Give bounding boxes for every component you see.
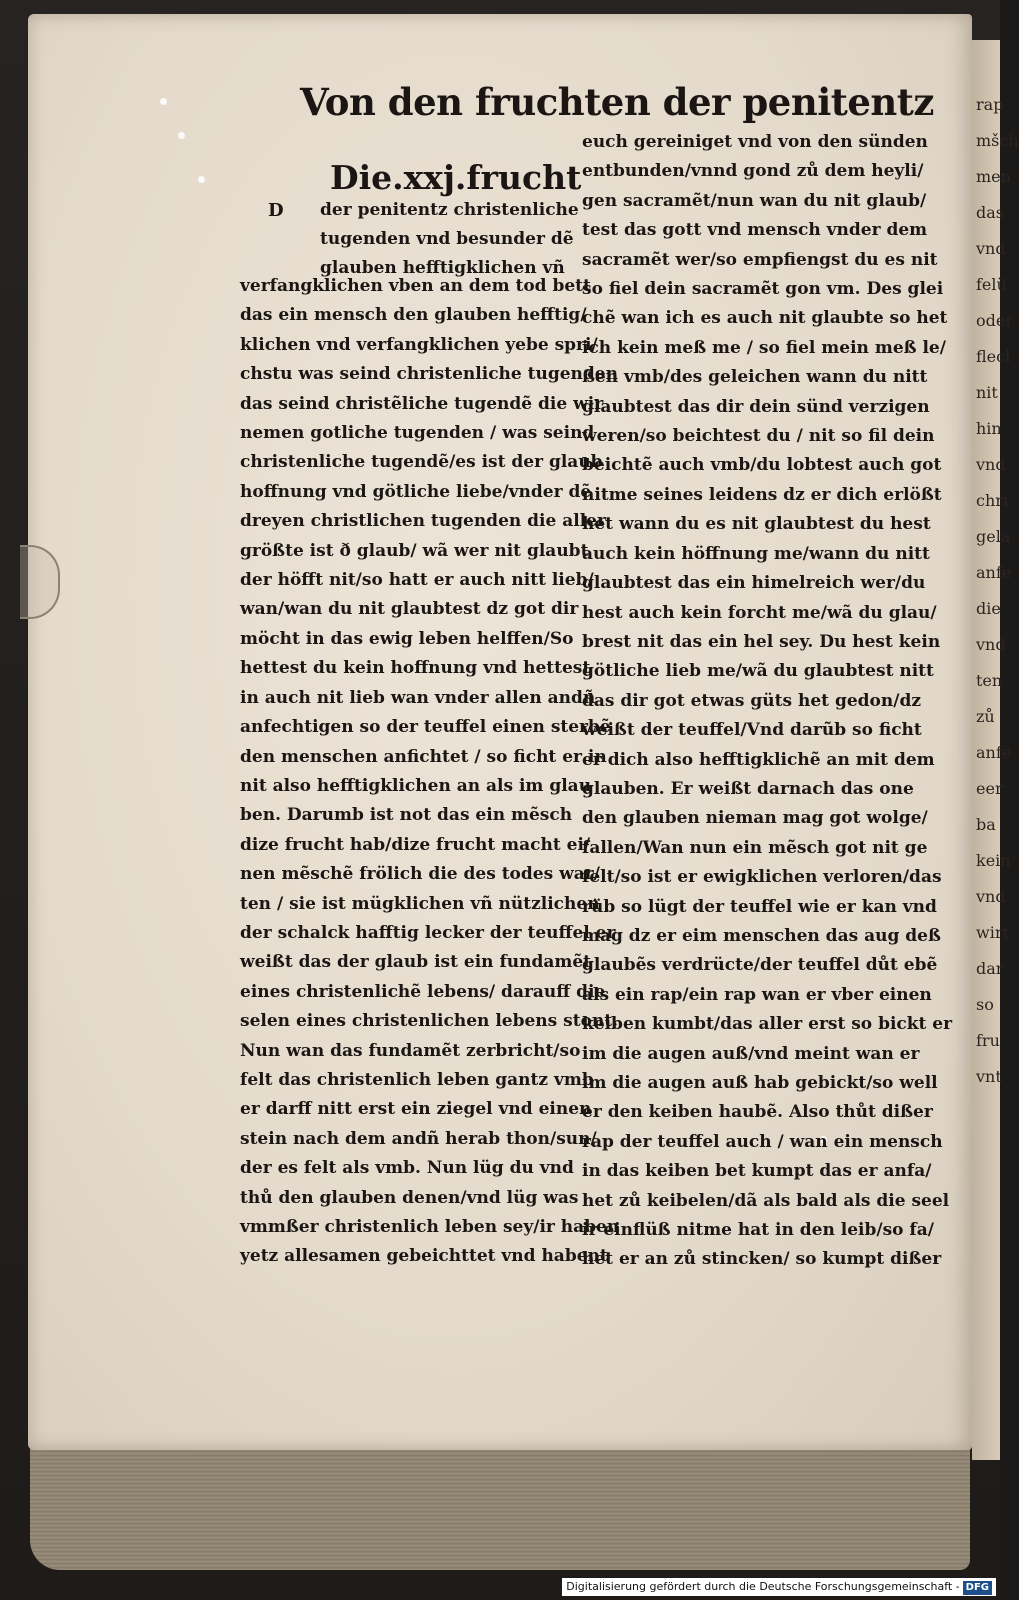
text-line: rap der teuffel auch / wan ein mensch	[582, 1131, 943, 1152]
paper-spot	[178, 132, 185, 139]
text-line: euch gereiniget vnd von den sünden	[582, 132, 928, 152]
adjacent-page-fragment: vnd	[976, 455, 1006, 474]
text-line: felt das christenlich leben gantz vmb	[240, 1069, 594, 1090]
adjacent-page-fragment: mšch	[976, 131, 1019, 150]
adjacent-page-fragment: felü	[976, 275, 1007, 294]
intro-lines	[320, 196, 579, 283]
text-line: als ein rap/ein rap wan er vber einen	[582, 984, 932, 1005]
text-line: glaubtest das ein himelreich wer/du	[582, 573, 926, 594]
adjacent-page-fragment: vnd	[976, 239, 1006, 258]
text-line: nemen gotliche tugenden / was seind	[240, 423, 595, 444]
text-line: brest nit das ein hel sey. Du hest kein	[582, 631, 941, 652]
initial-letter: D	[268, 200, 284, 221]
text-line: gen sacramẽt/nun wan du nit glaub/	[582, 190, 927, 211]
adjacent-page-fragment: wirt	[976, 923, 1009, 942]
adjacent-page-fragment: zů	[976, 707, 995, 726]
text-line: het wann du es nit glaubtest du hest	[582, 514, 931, 535]
text-line: chstu was seind christenliche tugenden	[240, 364, 618, 385]
text-line: dize frucht hab/dize frucht macht ei/	[240, 834, 591, 855]
left-column	[240, 272, 620, 1272]
text-line: ben. Darumb ist not das ein mẽsch	[240, 805, 573, 826]
adjacent-page-fragment: ba	[976, 815, 996, 834]
text-line: glaubẽs verdrücte/der teuffel důt ebẽ	[582, 955, 938, 976]
paper-spot	[160, 98, 167, 105]
text-line: auch kein höffnung me/wann du nitt	[582, 543, 930, 564]
text-line: het er an zů stincken/ so kumpt dißer	[582, 1249, 942, 1270]
text-line: nen mẽschẽ frölich die des todes war/	[240, 864, 600, 885]
text-line: Nun wan das fundamẽt zerbricht/so	[240, 1040, 581, 1061]
chapter-title: Die.xxj.frucht	[330, 158, 582, 197]
text-line: rüb so lügt der teuffel wie er kan vnd	[582, 896, 937, 917]
text-line: im die augen auß/vnd meint wan er	[582, 1043, 920, 1064]
text-line: yetz allesamen gebeichttet vnd habent	[240, 1246, 608, 1267]
adjacent-page-fragment: kein	[976, 851, 1011, 870]
adjacent-page-fragment: dar	[976, 959, 1004, 978]
text-line: im die augen auß hab gebickt/so well	[582, 1073, 938, 1093]
text-line: das ein mensch den glauben hefftig/	[240, 305, 587, 326]
text-line: ßen vmb/des geleichen wann du nitt	[582, 367, 928, 388]
adjacent-page-edge	[972, 40, 1019, 1460]
text-line: dreyen christlichen tugenden die aller	[240, 511, 606, 532]
adjacent-page-fragment: so	[976, 995, 994, 1014]
adjacent-page-fragment: men	[976, 167, 1011, 186]
text-line: größte ist ð glaub/ wã wer nit glaubt	[240, 540, 589, 561]
text-line: selen eines christenlichen lebens stont.	[240, 1011, 619, 1032]
text-line: vmmßer christenlich leben sey/ir haben	[240, 1217, 620, 1237]
text-line: christenliche tugendẽ/es ist der glaub	[240, 452, 603, 473]
text-line: hettest du kein hoffnung vnd hettest	[240, 658, 591, 679]
text-line: er den keiben haubẽ. Also thůt dißer	[582, 1102, 933, 1123]
adjacent-page-fragment: das	[976, 203, 1004, 222]
text-line: glauben hefftigklichen vñ	[320, 258, 565, 278]
text-line: het zů keibelen/dã als bald als die seel	[582, 1190, 950, 1211]
text-line: nitme seines leidens dz er dich erlößt	[582, 484, 942, 505]
adjacent-page-fragment: anfe	[976, 563, 1012, 582]
text-line: der höfft nit/so hatt er auch nitt lieb/	[240, 570, 594, 591]
text-line: anfechtigen so der teuffel einen sterbẽ	[240, 717, 611, 738]
text-line: den glauben nieman mag got wolge/	[582, 808, 928, 829]
text-line: sacramẽt wer/so empfiengst du es nit	[582, 249, 938, 270]
text-line: in das keiben bet kumpt das er anfa/	[582, 1161, 932, 1182]
adjacent-page-fragment: chri	[976, 491, 1009, 510]
text-line: er dich also hefftigklichẽ an mit dem	[582, 749, 935, 770]
adjacent-page-fragment: nit	[976, 383, 998, 402]
text-line: stein nach dem andñ herab thon/sun/	[240, 1128, 597, 1149]
text-line: ir einflüß nitme hat in den leib/so fa/	[582, 1220, 934, 1241]
text-line: glauben. Er weißt darnach das one	[582, 778, 914, 799]
adjacent-page-fragment: eer	[976, 779, 1003, 798]
adjacent-page-fragment: hin	[976, 419, 1002, 438]
right-column	[582, 128, 953, 1275]
text-line: tugenden vnd besunder dẽ	[320, 229, 574, 249]
adjacent-page-fragment: gela	[976, 527, 1011, 546]
footer-text: Digitalisierung gefördert durch die Deutsche Forschungsgemeinschaft -	[566, 1580, 960, 1593]
adjacent-page-fragment: flecl	[976, 347, 1011, 366]
text-line: glaubtest das dir dein sünd verzigen	[582, 396, 930, 417]
adjacent-page-fragment: rap	[976, 95, 1004, 114]
text-line: thů den glauben denen/vnd lüg was	[240, 1187, 579, 1208]
text-line: hoffnung vnd götliche liebe/vnder dẽ	[240, 481, 592, 502]
text-line: so fiel dein sacramẽt gon vm. Des glei	[582, 279, 944, 300]
adjacent-page-fragment: vnt	[976, 1067, 1002, 1086]
text-line: der es felt als vmb. Nun lüg du vnd	[240, 1158, 574, 1179]
text-line: test das gott vnd mensch vnder dem	[582, 220, 928, 241]
text-line: felt/so ist er ewigklichen verloren/das	[582, 867, 942, 888]
page-edges	[30, 1440, 970, 1570]
paper-spot	[198, 176, 205, 183]
adjacent-page-fragment: anfe	[976, 743, 1012, 762]
text-line: er darff nitt erst ein ziegel vnd einen	[240, 1099, 592, 1120]
adjacent-page-fragment: vnd	[976, 635, 1006, 654]
text-line: mag dz er eim menschen das aug deß	[582, 925, 941, 946]
text-line: möcht in das ewig leben helffen/So	[240, 628, 574, 649]
adjacent-page-fragment: fru	[976, 1031, 1000, 1050]
text-line: eines christenlichẽ lebens/ darauff die	[240, 981, 606, 1002]
text-line: weren/so beichtest du / nit so fil dein	[582, 426, 935, 447]
text-line: das seind christẽliche tugendẽ die wir	[240, 393, 604, 414]
text-line: der penitentz christenliche	[320, 200, 579, 220]
text-line: weißt das der glaub ist ein fundamẽt	[240, 952, 592, 973]
text-line: der schalck hafftig lecker der teuffel er	[240, 922, 616, 943]
text-line: keiben kumbt/das aller erst so bickt er	[582, 1014, 953, 1035]
text-line: chẽ wan ich es auch nit glaubte so het	[582, 308, 948, 329]
text-line: klichen vnd verfangklichen yebe spri/	[240, 334, 598, 355]
adjacent-page-fragment: ten	[976, 671, 1003, 690]
text-line: fallen/Wan nun ein mẽsch got nit ge	[582, 837, 928, 858]
text-line: ich kein meß me / so fiel mein meß le/	[582, 337, 946, 358]
text-line: das dir got etwas güts het gedon/dz	[582, 690, 921, 711]
text-line: verfangklichen vben an dem tod bett	[240, 276, 591, 296]
running-head: Von den fruchten der penitentz	[300, 80, 934, 124]
text-line: wan/wan du nit glaubtest dz got dir	[240, 599, 579, 620]
adjacent-page-fragment: oder	[976, 311, 1013, 330]
adjacent-page-fragment: vnd	[976, 887, 1006, 906]
adjacent-page-fragment: die	[976, 599, 1001, 618]
text-line: den menschen anfichtet / so ficht er in	[240, 746, 607, 767]
text-line: beichtẽ auch vmb/du lobtest auch got	[582, 455, 942, 476]
text-line: entbunden/vnnd gond zů dem heyli/	[582, 161, 924, 182]
text-line: nit also hefftigklichen an als im glau	[240, 775, 592, 796]
dfg-logo: DFG	[963, 1581, 992, 1595]
footer-credit	[562, 1578, 996, 1596]
text-line: götliche lieb me/wã du glaubtest nitt	[582, 661, 934, 682]
text-line: weißt der teuffel/Vnd darũb so ficht	[582, 720, 922, 741]
text-line: hest auch kein forcht me/wã du glau/	[582, 602, 937, 623]
text-line: ten / sie ist mügklichen vñ nützlichen	[240, 893, 600, 914]
text-line: in auch nit lieb wan vnder allen andñ	[240, 687, 596, 708]
